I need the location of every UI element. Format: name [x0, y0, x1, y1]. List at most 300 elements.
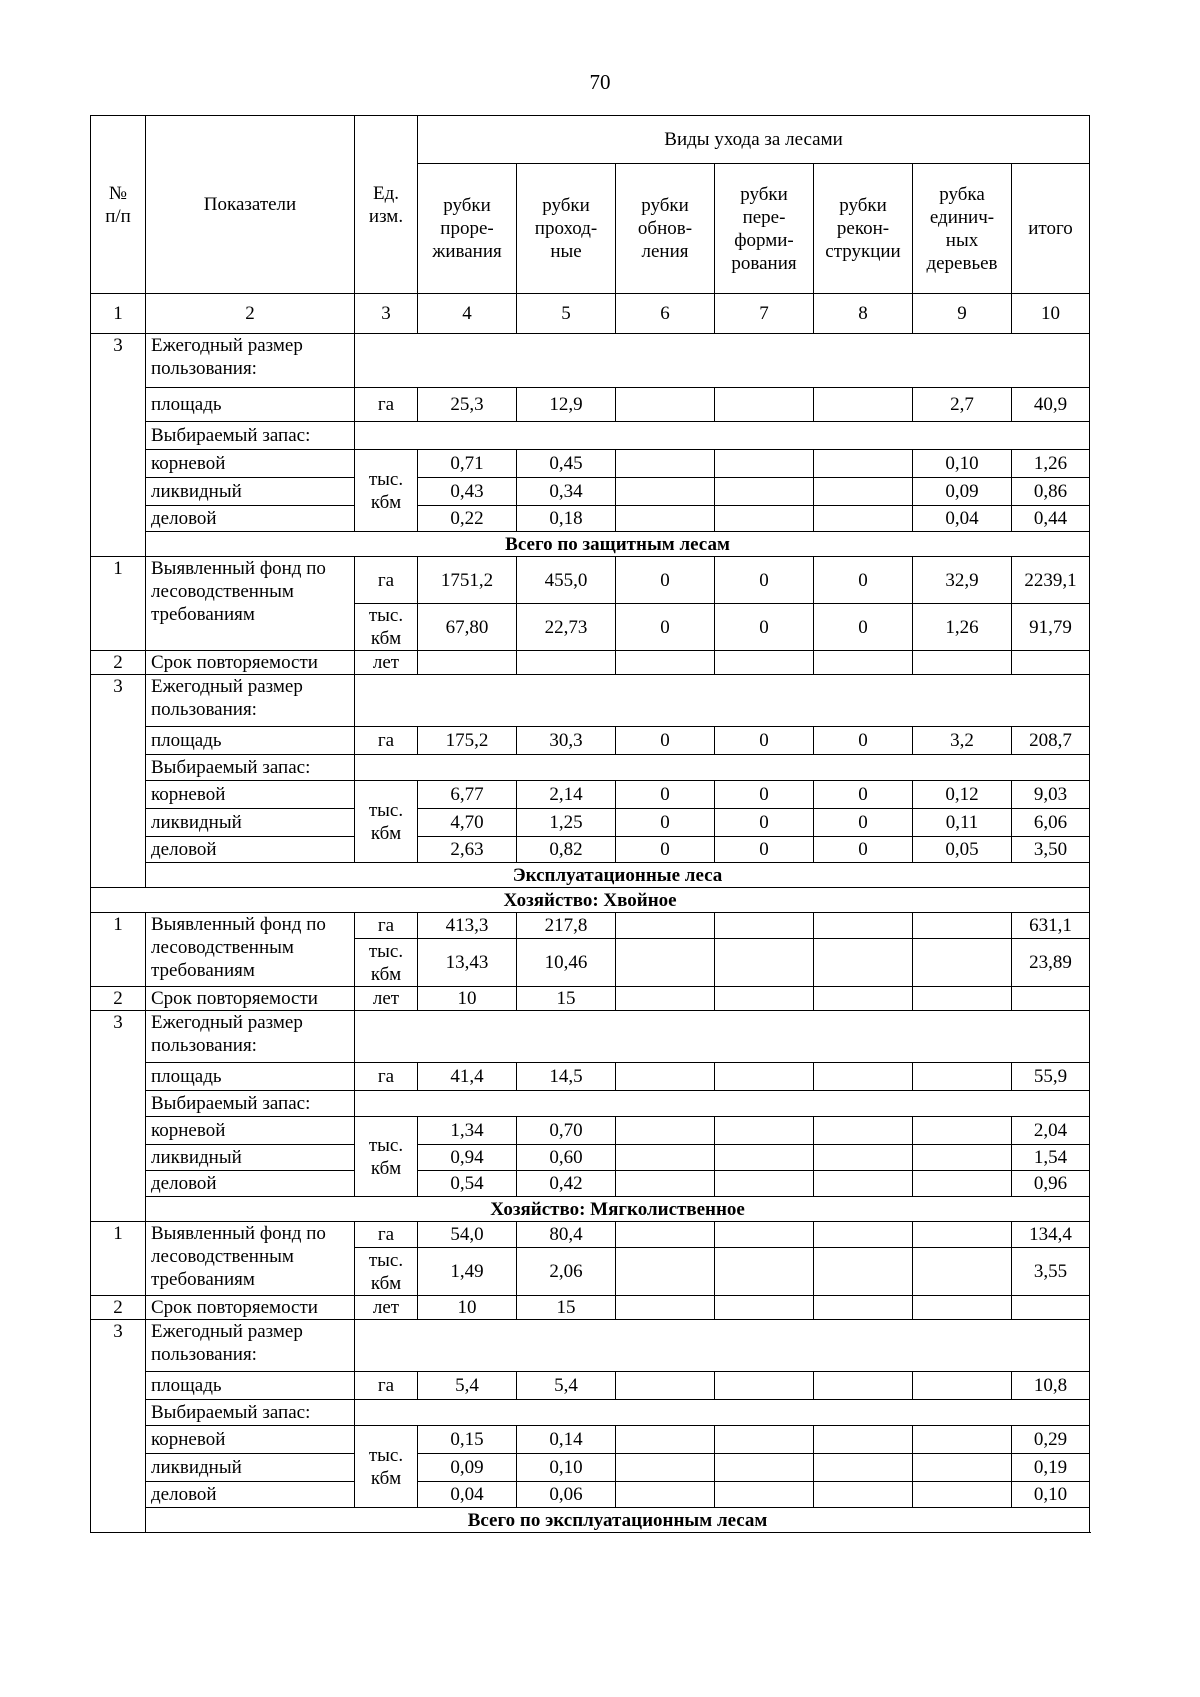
unit-cell: тыс. кбм — [355, 450, 418, 532]
period-col-5: 15 — [517, 987, 616, 1011]
area-col-7: 0 — [715, 727, 814, 755]
row-num: 3 — [91, 1011, 146, 1222]
colnum-9: 9 — [913, 294, 1012, 334]
table-row — [91, 675, 1090, 727]
table-row — [91, 1426, 1090, 1454]
period-col-10 — [1012, 1296, 1090, 1320]
indicator-label: корневой — [146, 450, 355, 478]
liquid-col-9: 0,09 — [913, 478, 1012, 506]
period-col-8 — [814, 1296, 913, 1320]
root-col-10: 2,04 — [1012, 1117, 1090, 1145]
indicator-label: Выбираемый запас: — [146, 422, 355, 450]
root-col-7 — [715, 1426, 814, 1454]
indicator-label: площадь — [146, 1063, 355, 1091]
section-row — [91, 532, 1090, 557]
indicator-label: Выбираемый запас: — [146, 1400, 355, 1426]
table-row — [91, 913, 1090, 939]
row-num: 2 — [91, 987, 146, 1011]
empty-span — [355, 1011, 1090, 1063]
fund-ha-col-5: 80,4 — [517, 1222, 616, 1248]
unit-cell: га — [355, 388, 418, 422]
business-col-6: 0 — [616, 837, 715, 863]
unit-cell: лет — [355, 987, 418, 1011]
fund-ha-col-8 — [814, 913, 913, 939]
liquid-col-7 — [715, 1145, 814, 1171]
indicator-label: Выявленный фонд по лесоводственным требованиям — [146, 913, 355, 987]
fund-kbm-col-5: 22,73 — [517, 604, 616, 651]
fund-kbm-col-4: 67,80 — [418, 604, 517, 651]
fund-ha-col-5: 455,0 — [517, 557, 616, 604]
fund-kbm-col-6: 0 — [616, 604, 715, 651]
table-row — [91, 1011, 1090, 1063]
indicator-label: площадь — [146, 1372, 355, 1400]
root-col-5: 0,14 — [517, 1426, 616, 1454]
table-row — [91, 1482, 1090, 1508]
colnum-6: 6 — [616, 294, 715, 334]
period-col-6 — [616, 1296, 715, 1320]
unit-cell: тыс. кбм — [355, 604, 418, 651]
header-num: № п/п — [91, 116, 146, 294]
liquid-col-9: 0,11 — [913, 809, 1012, 837]
root-col-10: 0,29 — [1012, 1426, 1090, 1454]
row-num: 1 — [91, 557, 146, 651]
area-col-7 — [715, 1063, 814, 1091]
root-col-5: 0,70 — [517, 1117, 616, 1145]
liquid-col-8 — [814, 1145, 913, 1171]
fund-ha-col-8 — [814, 1222, 913, 1248]
period-col-8 — [814, 651, 913, 675]
area-col-7 — [715, 1372, 814, 1400]
root-col-5: 2,14 — [517, 781, 616, 809]
area-col-4: 41,4 — [418, 1063, 517, 1091]
period-col-10 — [1012, 987, 1090, 1011]
section-row — [91, 1197, 1090, 1222]
indicator-label: Срок повторяемости — [146, 651, 355, 675]
area-col-9 — [913, 1063, 1012, 1091]
root-col-9 — [913, 1426, 1012, 1454]
fund-ha-col-4: 413,3 — [418, 913, 517, 939]
area-col-10: 55,9 — [1012, 1063, 1090, 1091]
table-row — [91, 1091, 1090, 1117]
row-num: 2 — [91, 651, 146, 675]
business-col-8 — [814, 506, 913, 532]
root-col-4: 6,77 — [418, 781, 517, 809]
indicator-label: Ежегодный размер пользования: — [146, 675, 355, 727]
fund-ha-col-4: 1751,2 — [418, 557, 517, 604]
period-col-5: 15 — [517, 1296, 616, 1320]
indicator-label: Срок повторяемости — [146, 1296, 355, 1320]
period-col-7 — [715, 651, 814, 675]
table-row — [91, 1145, 1090, 1171]
unit-cell: тыс. кбм — [355, 1426, 418, 1508]
area-col-5: 14,5 — [517, 1063, 616, 1091]
colnum-8: 8 — [814, 294, 913, 334]
fund-kbm-col-4: 1,49 — [418, 1248, 517, 1296]
unit-cell: тыс. кбм — [355, 939, 418, 987]
fund-ha-col-7 — [715, 1222, 814, 1248]
fund-ha-col-7: 0 — [715, 557, 814, 604]
root-col-8 — [814, 450, 913, 478]
business-col-10: 0,96 — [1012, 1171, 1090, 1197]
liquid-col-7: 0 — [715, 809, 814, 837]
fund-kbm-col-6 — [616, 1248, 715, 1296]
unit-cell: тыс. кбм — [355, 1248, 418, 1296]
table-row — [91, 478, 1090, 506]
fund-ha-col-9 — [913, 1222, 1012, 1248]
fund-kbm-col-9 — [913, 939, 1012, 987]
business-col-8: 0 — [814, 837, 913, 863]
header-col-9: рубка единич- ных деревьев — [913, 164, 1012, 294]
root-col-4: 0,15 — [418, 1426, 517, 1454]
table-row — [91, 1222, 1090, 1248]
liquid-col-7 — [715, 1454, 814, 1482]
table-row — [91, 755, 1090, 781]
business-col-7 — [715, 506, 814, 532]
root-col-6 — [616, 450, 715, 478]
period-col-5 — [517, 651, 616, 675]
liquid-col-10: 6,06 — [1012, 809, 1090, 837]
indicator-label: Выбираемый запас: — [146, 755, 355, 781]
table-row — [91, 1320, 1090, 1372]
area-col-5: 5,4 — [517, 1372, 616, 1400]
colnum-10: 10 — [1012, 294, 1090, 334]
unit-cell: тыс. кбм — [355, 1117, 418, 1197]
header-col-8: рубки рекон- струкции — [814, 164, 913, 294]
table-row — [91, 1400, 1090, 1426]
table-row — [91, 506, 1090, 532]
period-col-10 — [1012, 651, 1090, 675]
area-col-4: 25,3 — [418, 388, 517, 422]
liquid-col-5: 0,60 — [517, 1145, 616, 1171]
area-col-5: 30,3 — [517, 727, 616, 755]
area-col-6 — [616, 1063, 715, 1091]
indicator-label: деловой — [146, 506, 355, 532]
fund-ha-col-4: 54,0 — [418, 1222, 517, 1248]
root-col-9: 0,12 — [913, 781, 1012, 809]
business-col-6 — [616, 506, 715, 532]
business-col-6 — [616, 1482, 715, 1508]
area-col-10: 208,7 — [1012, 727, 1090, 755]
business-col-5: 0,18 — [517, 506, 616, 532]
period-col-4: 10 — [418, 987, 517, 1011]
business-col-5: 0,06 — [517, 1482, 616, 1508]
fund-ha-col-9 — [913, 913, 1012, 939]
indicator-label: ликвидный — [146, 809, 355, 837]
header-indicators: Показатели — [146, 116, 355, 294]
period-col-9 — [913, 1296, 1012, 1320]
indicator-label: Выявленный фонд по лесоводственным требованиям — [146, 557, 355, 651]
table-row — [91, 388, 1090, 422]
liquid-col-4: 0,09 — [418, 1454, 517, 1482]
header-col-10: итого — [1012, 164, 1090, 294]
area-col-5: 12,9 — [517, 388, 616, 422]
header-unit: Ед. изм. — [355, 116, 418, 294]
root-col-9 — [913, 1117, 1012, 1145]
business-col-7 — [715, 1482, 814, 1508]
fund-kbm-col-10: 91,79 — [1012, 604, 1090, 651]
indicator-label: Ежегодный размер пользования: — [146, 334, 355, 388]
indicator-label: деловой — [146, 1171, 355, 1197]
business-col-9 — [913, 1482, 1012, 1508]
colnum-7: 7 — [715, 294, 814, 334]
business-col-10: 0,10 — [1012, 1482, 1090, 1508]
liquid-col-5: 0,34 — [517, 478, 616, 506]
area-col-10: 40,9 — [1012, 388, 1090, 422]
root-col-7: 0 — [715, 781, 814, 809]
unit-cell: га — [355, 1372, 418, 1400]
empty-span — [355, 422, 1090, 450]
indicator-label: деловой — [146, 1482, 355, 1508]
row-num: 1 — [91, 1222, 146, 1296]
business-col-9: 0,04 — [913, 506, 1012, 532]
fund-ha-col-7 — [715, 913, 814, 939]
colnum-1: 1 — [91, 294, 146, 334]
section-title: Хозяйство: Хвойное — [91, 888, 1090, 913]
fund-kbm-col-9 — [913, 1248, 1012, 1296]
root-col-8 — [814, 1426, 913, 1454]
liquid-col-5: 1,25 — [517, 809, 616, 837]
fund-kbm-col-10: 23,89 — [1012, 939, 1090, 987]
fund-kbm-col-9: 1,26 — [913, 604, 1012, 651]
area-col-8 — [814, 388, 913, 422]
area-col-9: 3,2 — [913, 727, 1012, 755]
fund-ha-col-8: 0 — [814, 557, 913, 604]
header-col-7: рубки пере- форми- рования — [715, 164, 814, 294]
table-row — [91, 1171, 1090, 1197]
table-row — [91, 987, 1090, 1011]
root-col-4: 1,34 — [418, 1117, 517, 1145]
liquid-col-4: 4,70 — [418, 809, 517, 837]
section-row — [91, 888, 1090, 913]
unit-cell: га — [355, 557, 418, 604]
row-num: 3 — [91, 334, 146, 557]
root-col-5: 0,45 — [517, 450, 616, 478]
fund-kbm-col-6 — [616, 939, 715, 987]
indicator-label: корневой — [146, 1426, 355, 1454]
root-col-6 — [616, 1117, 715, 1145]
empty-span — [355, 675, 1090, 727]
indicator-label: площадь — [146, 388, 355, 422]
period-col-4 — [418, 651, 517, 675]
business-col-4: 0,54 — [418, 1171, 517, 1197]
indicator-label: ликвидный — [146, 1454, 355, 1482]
area-col-6: 0 — [616, 727, 715, 755]
empty-span — [355, 1400, 1090, 1426]
fund-kbm-col-7 — [715, 939, 814, 987]
unit-cell: га — [355, 1063, 418, 1091]
table-row — [91, 422, 1090, 450]
row-num: 1 — [91, 913, 146, 987]
table-row — [91, 1063, 1090, 1091]
period-col-7 — [715, 1296, 814, 1320]
business-col-10: 3,50 — [1012, 837, 1090, 863]
header-col-5: рубки проход- ные — [517, 164, 616, 294]
fund-ha-col-9: 32,9 — [913, 557, 1012, 604]
header-col-4: рубки проре- живания — [418, 164, 517, 294]
period-col-7 — [715, 987, 814, 1011]
area-col-4: 5,4 — [418, 1372, 517, 1400]
row-num: 3 — [91, 1320, 146, 1533]
table-row — [91, 1296, 1090, 1320]
liquid-col-8: 0 — [814, 809, 913, 837]
liquid-col-8 — [814, 478, 913, 506]
table-row — [91, 1117, 1090, 1145]
row-num: 2 — [91, 1296, 146, 1320]
area-col-9 — [913, 1372, 1012, 1400]
business-col-4: 0,22 — [418, 506, 517, 532]
unit-cell: га — [355, 727, 418, 755]
section-title: Всего по защитным лесам — [146, 532, 1090, 557]
table-row — [91, 334, 1090, 388]
business-col-9 — [913, 1171, 1012, 1197]
business-col-8 — [814, 1171, 913, 1197]
fund-kbm-col-8 — [814, 1248, 913, 1296]
indicator-label: ликвидный — [146, 478, 355, 506]
empty-span — [355, 1320, 1090, 1372]
fund-ha-col-10: 134,4 — [1012, 1222, 1090, 1248]
table-row — [91, 651, 1090, 675]
business-col-4: 0,04 — [418, 1482, 517, 1508]
fund-ha-col-6: 0 — [616, 557, 715, 604]
area-col-6 — [616, 1372, 715, 1400]
colnum-3: 3 — [355, 294, 418, 334]
root-col-10: 9,03 — [1012, 781, 1090, 809]
area-col-7 — [715, 388, 814, 422]
indicator-label: деловой — [146, 837, 355, 863]
root-col-6: 0 — [616, 781, 715, 809]
business-col-7: 0 — [715, 837, 814, 863]
table-row — [91, 727, 1090, 755]
fund-ha-col-10: 631,1 — [1012, 913, 1090, 939]
area-col-8: 0 — [814, 727, 913, 755]
table-row — [91, 1454, 1090, 1482]
liquid-col-8 — [814, 1454, 913, 1482]
colnum-5: 5 — [517, 294, 616, 334]
page-number: 70 — [589, 70, 611, 94]
period-col-9 — [913, 651, 1012, 675]
fund-kbm-col-4: 13,43 — [418, 939, 517, 987]
business-col-8 — [814, 1482, 913, 1508]
root-col-4: 0,71 — [418, 450, 517, 478]
business-col-5: 0,42 — [517, 1171, 616, 1197]
period-col-8 — [814, 987, 913, 1011]
fund-kbm-col-7: 0 — [715, 604, 814, 651]
area-col-9: 2,7 — [913, 388, 1012, 422]
root-col-9: 0,10 — [913, 450, 1012, 478]
table-row — [91, 781, 1090, 809]
business-col-9: 0,05 — [913, 837, 1012, 863]
colnum-2: 2 — [146, 294, 355, 334]
business-col-6 — [616, 1171, 715, 1197]
period-col-6 — [616, 987, 715, 1011]
table-row — [91, 837, 1090, 863]
liquid-col-10: 0,86 — [1012, 478, 1090, 506]
root-col-8 — [814, 1117, 913, 1145]
header-group: Виды ухода за лесами — [418, 116, 1090, 164]
fund-ha-col-6 — [616, 1222, 715, 1248]
area-col-4: 175,2 — [418, 727, 517, 755]
header-col-6: рубки обнов- ления — [616, 164, 715, 294]
liquid-col-7 — [715, 478, 814, 506]
section-row — [91, 1508, 1090, 1533]
section-title: Всего по эксплуатационным лесам — [146, 1508, 1090, 1533]
table-row — [91, 809, 1090, 837]
unit-cell: лет — [355, 1296, 418, 1320]
empty-span — [355, 1091, 1090, 1117]
table-row — [91, 450, 1090, 478]
fund-ha-col-10: 2239,1 — [1012, 557, 1090, 604]
empty-span — [355, 755, 1090, 781]
period-col-9 — [913, 987, 1012, 1011]
liquid-col-5: 0,10 — [517, 1454, 616, 1482]
liquid-col-6 — [616, 1145, 715, 1171]
area-col-8 — [814, 1372, 913, 1400]
indicator-label: площадь — [146, 727, 355, 755]
fund-kbm-col-7 — [715, 1248, 814, 1296]
indicator-label: корневой — [146, 1117, 355, 1145]
area-col-10: 10,8 — [1012, 1372, 1090, 1400]
indicator-label: Выявленный фонд по лесоводственным требованиям — [146, 1222, 355, 1296]
root-col-8: 0 — [814, 781, 913, 809]
liquid-col-6 — [616, 478, 715, 506]
table-row — [91, 1372, 1090, 1400]
unit-cell: лет — [355, 651, 418, 675]
liquid-col-10: 1,54 — [1012, 1145, 1090, 1171]
liquid-col-6: 0 — [616, 809, 715, 837]
fund-ha-col-6 — [616, 913, 715, 939]
liquid-col-10: 0,19 — [1012, 1454, 1090, 1482]
indicator-label: корневой — [146, 781, 355, 809]
unit-cell: га — [355, 1222, 418, 1248]
root-col-6 — [616, 1426, 715, 1454]
empty-span — [355, 334, 1090, 388]
fund-kbm-col-5: 2,06 — [517, 1248, 616, 1296]
colnum-4: 4 — [418, 294, 517, 334]
fund-kbm-col-8 — [814, 939, 913, 987]
indicator-label: Срок повторяемости — [146, 987, 355, 1011]
section-row — [91, 863, 1090, 888]
liquid-col-4: 0,94 — [418, 1145, 517, 1171]
table-row — [91, 557, 1090, 604]
area-col-6 — [616, 388, 715, 422]
liquid-col-6 — [616, 1454, 715, 1482]
unit-cell: тыс. кбм — [355, 781, 418, 863]
liquid-col-9 — [913, 1145, 1012, 1171]
root-col-7 — [715, 1117, 814, 1145]
fund-kbm-col-5: 10,46 — [517, 939, 616, 987]
fund-ha-col-5: 217,8 — [517, 913, 616, 939]
area-col-8 — [814, 1063, 913, 1091]
section-title: Хозяйство: Мягколиственное — [146, 1197, 1090, 1222]
root-col-10: 1,26 — [1012, 450, 1090, 478]
liquid-col-4: 0,43 — [418, 478, 517, 506]
liquid-col-9 — [913, 1454, 1012, 1482]
period-col-4: 10 — [418, 1296, 517, 1320]
fund-kbm-col-8: 0 — [814, 604, 913, 651]
business-col-10: 0,44 — [1012, 506, 1090, 532]
business-col-5: 0,82 — [517, 837, 616, 863]
root-col-7 — [715, 450, 814, 478]
indicator-label: ликвидный — [146, 1145, 355, 1171]
indicator-label: Ежегодный размер пользования: — [146, 1011, 355, 1063]
row-num: 3 — [91, 675, 146, 888]
fund-kbm-col-10: 3,55 — [1012, 1248, 1090, 1296]
period-col-6 — [616, 651, 715, 675]
indicator-label: Ежегодный размер пользования: — [146, 1320, 355, 1372]
indicator-label: Выбираемый запас: — [146, 1091, 355, 1117]
business-col-7 — [715, 1171, 814, 1197]
business-col-4: 2,63 — [418, 837, 517, 863]
